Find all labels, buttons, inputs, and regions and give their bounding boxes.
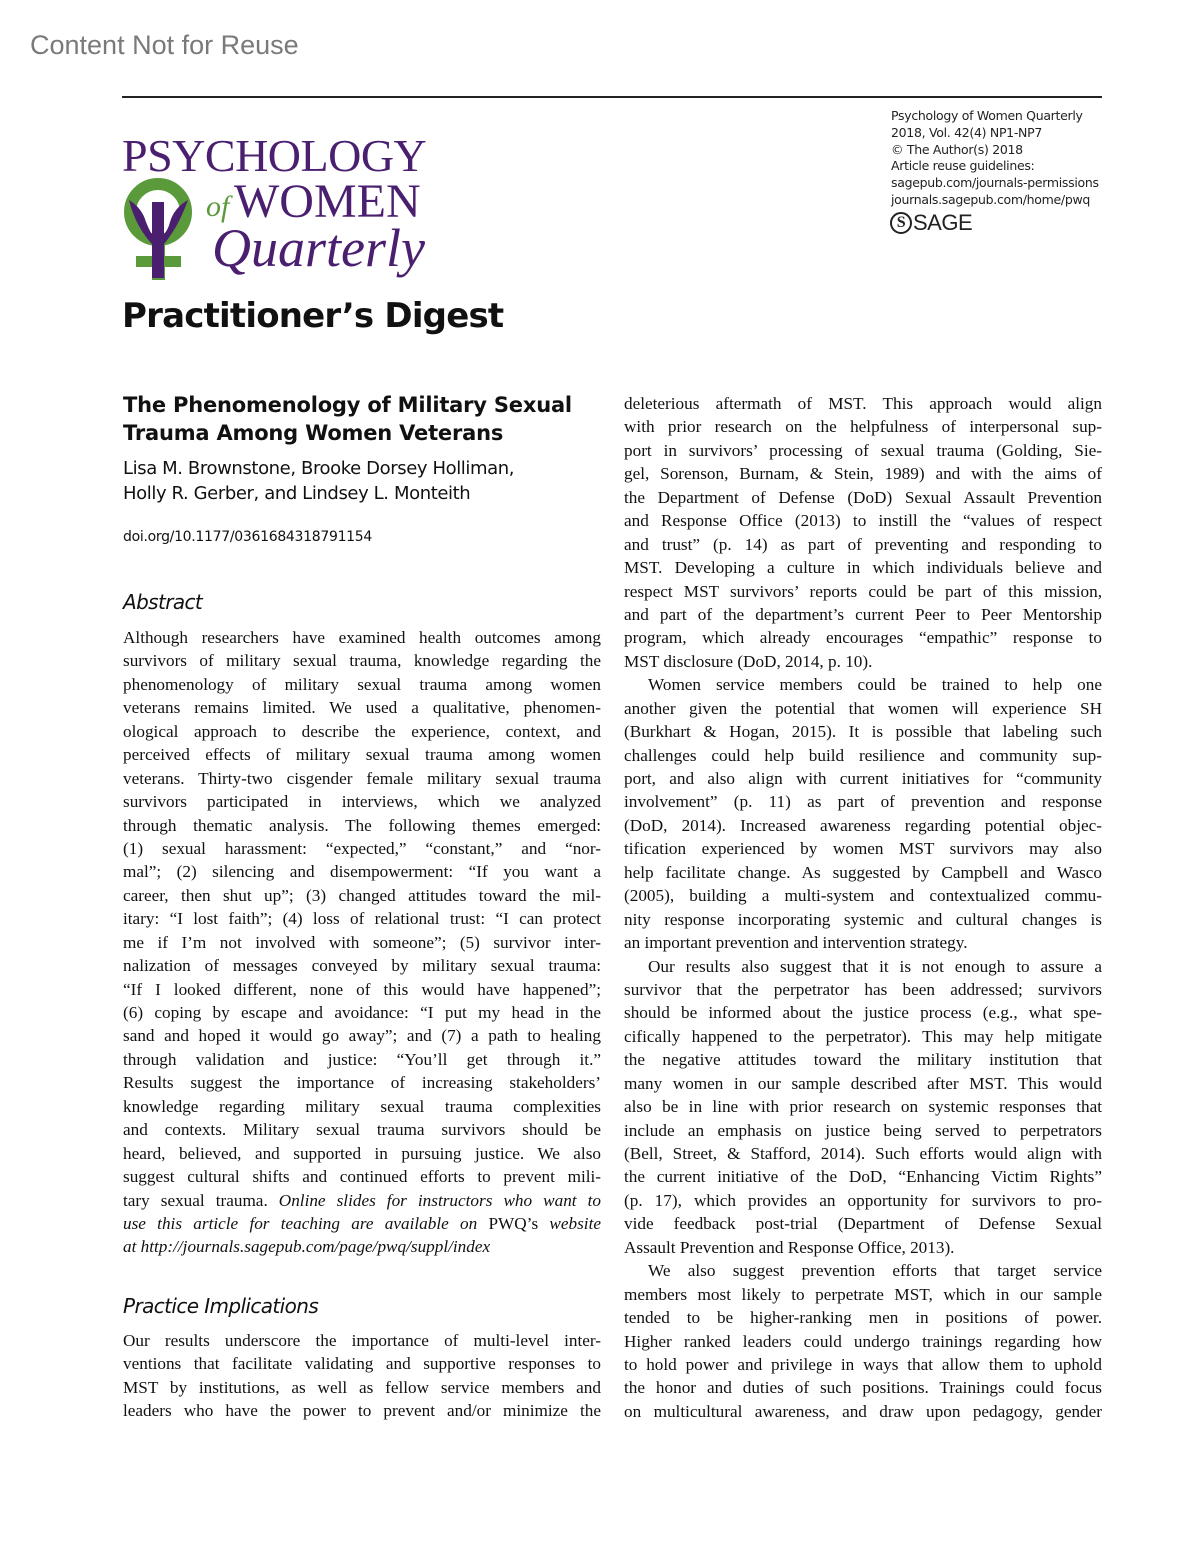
practice-heading: Practice Implications xyxy=(123,1294,319,1318)
text-line: ological approach to describe the experience, context, and xyxy=(123,721,601,741)
title-line: The Phenomenology of Military Sexual xyxy=(123,393,572,417)
text-line: and Response Office (2013) to instill the “values of respect xyxy=(624,511,1102,531)
meta-line: 2018, Vol. 42(4) NP1-NP7 xyxy=(891,124,1042,140)
italic-text: at http://journals.sagepub.com/page/pwq/suppl/index xyxy=(123,1237,491,1257)
text-line: on multicultural awareness, and draw upon pedagogy, gender xyxy=(624,1401,1102,1421)
text-line: and contexts. Military sexual trauma survivors should be xyxy=(123,1120,601,1140)
section-label: Practitioner’s Digest xyxy=(122,296,504,336)
watermark-text: Content Not for Reuse xyxy=(30,30,299,60)
text-segment: tary sexual trauma. xyxy=(123,1190,279,1210)
text-line: vide feedback post-trial (Department of Defense Sexual xyxy=(624,1214,1102,1234)
text-line: (Burkhart & Hogan, 2015). It is possible that labeling such xyxy=(624,722,1102,742)
logo-women: WOMEN xyxy=(234,175,421,228)
text-line: members most likely to perpetrate MST, which in our sample xyxy=(624,1284,1102,1304)
text-line: MST disclosure (DoD, 2014, p. 10). xyxy=(624,651,873,671)
text-line: veterans remains limited. We used a qualitative, phenomen- xyxy=(123,698,601,718)
text-line xyxy=(123,1189,601,1212)
text-line: me if I’m not involved with someone”; (5) survivor inter- xyxy=(123,932,601,952)
italic-text: Online slides for instructors who want to xyxy=(278,1190,601,1210)
text-line: Higher ranked leaders could undergo trainings regarding how xyxy=(624,1331,1102,1351)
text-line: the current initiative of the DoD, “Enhancing Victim Rights” xyxy=(624,1167,1102,1187)
text-line: through thematic analysis. The following themes emerged: xyxy=(123,815,601,835)
text-line: Although researchers have examined health outcomes among xyxy=(123,628,601,647)
text-line: itary: “I lost faith”; (4) loss of relational trust: “I can protect xyxy=(123,909,601,929)
text-line: survivors of military sexual trauma, knowledge regarding the xyxy=(123,651,601,671)
logo-of: of xyxy=(206,190,230,223)
text-line: leaders who have the power to prevent and/or minimize the xyxy=(123,1401,601,1421)
text-line: and trust” (p. 14) as part of preventing and responding to xyxy=(624,534,1102,554)
text-line: phenomenology of military sexual trauma among women xyxy=(123,674,601,694)
paragraph xyxy=(624,1259,1102,1423)
text-line: Women service members could be trained to help one xyxy=(648,675,1102,695)
paragraph xyxy=(624,392,1102,673)
text-line: help facilitate change. As suggested by Campbell and Wasco xyxy=(624,862,1102,882)
paragraph xyxy=(123,1329,601,1423)
text-line xyxy=(123,1212,601,1235)
paragraph xyxy=(624,955,1102,1260)
meta-link[interactable]: journals.sagepub.com/home/pwq xyxy=(891,191,1091,207)
text-line: Our results underscore the importance of multi-level inter- xyxy=(123,1331,601,1350)
text-line: deleterious aftermath of MST. This approach would align xyxy=(624,394,1102,413)
text-line: should be informed about the justice process (e.g., what spe- xyxy=(624,1003,1102,1023)
text-line: to hold power and privilege in ways that allow them to uphold xyxy=(624,1354,1102,1374)
article-authors xyxy=(123,456,603,506)
text-line: port, and also align with current initiatives for “community xyxy=(624,769,1102,788)
text-line: survivors participated in interviews, which we analyzed xyxy=(123,792,601,812)
meta-line: © The Author(s) 2018 xyxy=(891,141,1023,157)
practice-body xyxy=(123,1329,601,1423)
paragraph xyxy=(624,673,1102,954)
doi-link[interactable]: doi.org/10.1177/0361684318791154 xyxy=(123,529,372,545)
text-line: program, which already encourages “empathic” response to xyxy=(624,628,1102,648)
text-line: many women in our sample described after MST. This would xyxy=(624,1073,1102,1093)
text-line: gel, Sorenson, Burnam, & Stein, 1989) and with the aims of xyxy=(624,464,1102,484)
logo-quarterly: Quarterly xyxy=(212,218,425,278)
text-line: (1) sexual harassment: “expected,” “constant,” and “nor- xyxy=(123,838,601,858)
abstract-heading: Abstract xyxy=(123,590,203,614)
text-line: (DoD, 2014). Increased awareness regarding potential objec- xyxy=(624,815,1102,835)
journal-meta xyxy=(891,108,1099,209)
text-line: respect MST survivors’ reports could be part of this mission, xyxy=(624,581,1102,601)
text-line: sand and hoped it would go away”; and (7) a path to healing xyxy=(123,1026,601,1046)
text-line: MST by institutions, as well as fellow service members and xyxy=(123,1377,601,1397)
text-line: tification experienced by women MST survivors may also xyxy=(624,839,1102,859)
text-line: also be in line with prior research on systemic responses that xyxy=(624,1097,1102,1117)
text-line: an important prevention and intervention strategy. xyxy=(624,933,968,953)
paragraph xyxy=(123,626,601,1259)
author-line: Holly R. Gerber, and Lindsey L. Monteith xyxy=(123,483,471,504)
text-line: and part of the department’s current Peer to Peer Mentorship xyxy=(624,604,1102,624)
text-line: Assault Prevention and Response Office, 2013). xyxy=(624,1237,955,1257)
meta-line: Psychology of Women Quarterly xyxy=(891,108,1083,123)
text-line: involvement” (p. 11) as part of prevention and response xyxy=(624,792,1102,812)
text-line: career, then shut up”; (3) changed attitudes toward the mil- xyxy=(123,885,601,905)
meta-line: Article reuse guidelines: xyxy=(891,158,1035,174)
text-line: (6) coping by escape and avoidance: “I put my head in the xyxy=(123,1003,601,1022)
text-line: (Bell, Street, & Stafford, 2014). Such efforts would align with xyxy=(624,1144,1102,1163)
text-segment: PWQ’s xyxy=(488,1213,539,1233)
text-line: the honor and duties of such positions. Trainings could focus xyxy=(624,1378,1102,1398)
text-line: cifically happened to the perpetrator). This may help mitigate xyxy=(624,1026,1102,1046)
text-line: the negative attitudes toward the military institution that xyxy=(624,1050,1102,1070)
text-line: knowledge regarding military sexual trauma complexities xyxy=(123,1096,601,1116)
sage-s-icon: S xyxy=(890,212,912,234)
journal-logo xyxy=(122,132,442,282)
header-rule xyxy=(122,96,1102,98)
article-title xyxy=(123,391,603,447)
italic-text: use this article for teaching are available on xyxy=(123,1213,489,1233)
text-line: tended to be higher-ranking men in positions of power. xyxy=(624,1308,1102,1328)
text-line: veterans. Thirty-two cisgender female military sexual trauma xyxy=(123,768,601,788)
female-symbol-icon xyxy=(124,178,194,282)
text-line: ventions that facilitate validating and supportive responses to xyxy=(123,1354,601,1374)
text-line: heard, believed, and supported in pursuing justice. We also xyxy=(123,1143,601,1163)
logo-psychology: PSYCHOLOGY xyxy=(122,130,427,181)
text-line: with prior research on the helpfulness of interpersonal sup- xyxy=(624,417,1102,437)
text-line: include an emphasis on justice being served to perpetrators xyxy=(624,1120,1102,1140)
right-column-body xyxy=(624,392,1102,1423)
text-line: suggest cultural shifts and continued efforts to prevent mili- xyxy=(123,1167,601,1187)
text-line: “If I looked different, none of this would have happened”; xyxy=(123,979,601,999)
text-line xyxy=(123,1235,601,1258)
sage-label: SAGE xyxy=(913,210,973,235)
text-line: another given the potential that women will experience SH xyxy=(624,698,1102,718)
text-line: through validation and justice: “You’ll get through it.” xyxy=(123,1049,601,1069)
text-line: (2005), building a multi-system and contextualized commu- xyxy=(624,886,1102,906)
text-line: port in survivors’ processing of sexual trauma (Golding, Sie- xyxy=(624,440,1102,460)
meta-link[interactable]: sagepub.com/journals-permissions xyxy=(891,175,1099,191)
italic-text: website xyxy=(538,1213,601,1233)
text-line: nalization of messages conveyed by military sexual trauma: xyxy=(123,956,601,976)
text-line: We also suggest prevention efforts that target service xyxy=(648,1261,1102,1281)
text-line: challenges could help build resilience and community sup- xyxy=(624,745,1102,765)
text-line: mal”; (2) silencing and disempowerment: “If you want a xyxy=(123,862,601,882)
title-line: Trauma Among Women Veterans xyxy=(123,421,504,445)
text-line: Results suggest the importance of increasing stakeholders’ xyxy=(123,1073,601,1093)
sage-logo xyxy=(890,210,972,236)
text-line: the Department of Defense (DoD) Sexual Assault Prevention xyxy=(624,487,1102,507)
text-line: perceived effects of military sexual trauma among women xyxy=(123,745,601,765)
text-line: nity response incorporating systemic and cultural changes is xyxy=(624,909,1102,929)
text-line: Our results also suggest that it is not enough to assure a xyxy=(648,956,1102,976)
author-line: Lisa M. Brownstone, Brooke Dorsey Holliman, xyxy=(123,458,515,479)
abstract-body xyxy=(123,626,601,1259)
text-line: survivor that the perpetrator has been addressed; survivors xyxy=(624,979,1102,999)
text-line: MST. Developing a culture in which individuals believe and xyxy=(624,558,1102,578)
text-line: (p. 17), which provides an opportunity for survivors to pro- xyxy=(624,1190,1102,1210)
